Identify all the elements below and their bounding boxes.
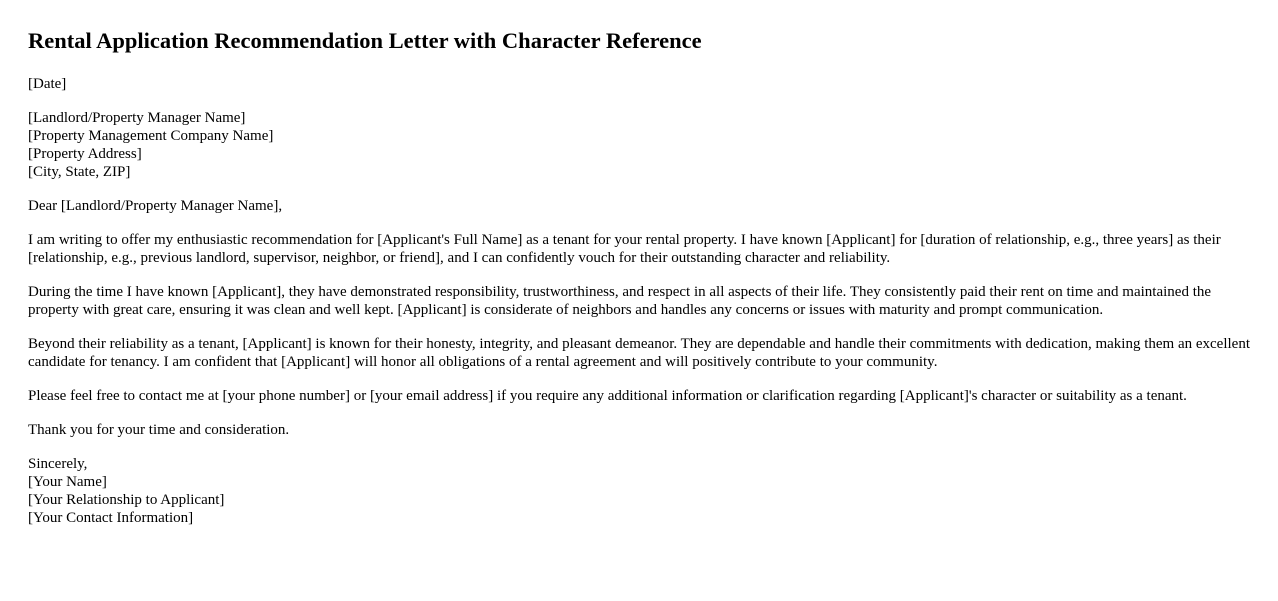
body-paragraph-character: During the time I have known [Applicant], they have demonstrated responsibility, trustworthiness, and respect in all aspects of their life. They consistently paid their rent on time and maintained the property with great care, ensuring it was clean and well kept. [Applicant] is considerate of neighbors and handles any concerns or issues with maturity and prompt communication.: [28, 284, 1212, 318]
body-paragraph-reliability: Beyond their reliability as a tenant, [Applicant] is known for their honesty, integrity, and pleasant demeanor. They are dependable and handle their commitments with dedication, making them an excellent candidate for tenancy. I am confident that [Applicant] will honor all obligations of a rental agreement and will positively contribute to your community.: [28, 336, 1250, 370]
letter-title: Rental Application Recommendation Letter with Character Reference: [28, 28, 702, 53]
recipient-block: [28, 109, 1258, 181]
recipient-address: [Property Address]: [28, 146, 142, 162]
signature-block: [28, 455, 1258, 527]
signature-contact: [Your Contact Information]: [28, 510, 194, 526]
salutation: Dear [Landlord/Property Manager Name],: [28, 198, 283, 214]
body-paragraph-thanks: Thank you for your time and consideration.: [28, 422, 290, 438]
recipient-city-state-zip: [City, State, ZIP]: [28, 164, 131, 180]
body-paragraph-intro: I am writing to offer my enthusiastic recommendation for [Applicant's Full Name] as a tenant for your rental property. I have known [Applicant] for [duration of relationship, e.g., three years] as their [relationship, e.g., previous landlord, supervisor, neighbor, or friend], and I can confidently vouch for their outstanding character and reliability.: [28, 232, 1221, 266]
body-paragraph-contact: Please feel free to contact me at [your phone number] or [your email address] if you require any additional information or clarification regarding [Applicant]'s character or suitability as a tenant.: [28, 388, 1187, 404]
recipient-name: [Landlord/Property Manager Name]: [28, 110, 246, 126]
letter-date: [Date]: [28, 76, 67, 92]
closing: Sincerely,: [28, 456, 88, 472]
recipient-company: [Property Management Company Name]: [28, 128, 274, 144]
signature-name: [Your Name]: [28, 474, 107, 490]
signature-relationship: [Your Relationship to Applicant]: [28, 492, 225, 508]
